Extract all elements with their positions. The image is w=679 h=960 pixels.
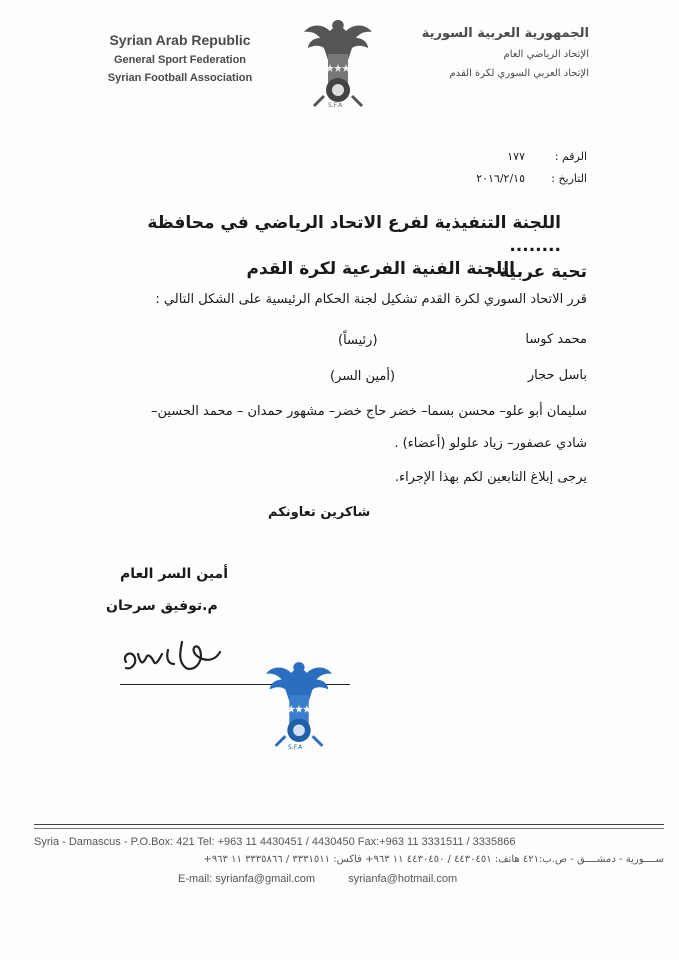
eagle-emblem-logo	[300, 14, 376, 114]
association-name-en: Syrian Football Association	[107, 72, 253, 84]
reference-number-label: الرقم :	[554, 150, 587, 163]
members-list-line-1: سليمان أبو علو– محسن بسما– خضر حاج خضر– مشهور حمدان – محمد الحسين–	[150, 404, 587, 419]
recipient-line-2: اللجنة الفنية الفرعية لكرة القدم	[246, 259, 515, 279]
handwritten-signature	[108, 628, 248, 688]
letterhead-arabic	[389, 26, 589, 87]
signatory-title: أمين السر العام	[120, 566, 229, 582]
emblem-caption-stamp: S.F.A	[288, 744, 303, 751]
recipient-line-1: اللجنة التنفيذية لفرع الاتحاد الرياضي في محافظة ........	[147, 213, 561, 256]
country-name-ar: الجمهورية العربية السورية	[421, 26, 589, 41]
closing-thanks: شاكرين تعاونكم	[268, 505, 371, 520]
country-name-en: Syrian Arab Republic	[109, 32, 251, 48]
footer-emails	[34, 873, 664, 885]
reference-number-value: ١٧٧	[507, 150, 525, 163]
footer-rule-thin	[34, 828, 664, 829]
signatory-name: م.توفيق سرحان	[106, 598, 218, 614]
request-paragraph: يرجى إبلاغ التابعين لكم بهذا الإجراء.	[394, 470, 587, 485]
reference-number-row	[387, 150, 587, 172]
association-stamp-emblem	[262, 655, 336, 755]
footer-address-en: Syria - Damascus - P.O.Box: 421 Tel: +963 11 4430451 / 4430450 Fax:+963 11 3331511 / 3335866	[34, 836, 516, 848]
footer-email-hotmail: syrianfa@hotmail.com	[348, 873, 458, 885]
footer-rule	[34, 824, 664, 825]
emblem-caption-top: S.F.A	[328, 102, 343, 109]
association-name-ar: الإتحاد العربي السوري لكرة القدم	[449, 68, 589, 79]
member-chair-name: محمد كوسا	[525, 332, 587, 347]
members-list-line-2: شادي عصفور– زياد علولو (أعضاء) .	[394, 436, 587, 451]
reference-date-value: ٢٠١٦/٢/١٥	[476, 172, 525, 185]
member-chair-role: (رئيساً)	[338, 333, 378, 348]
greeting: تحية عربية :	[486, 262, 587, 282]
intro-paragraph: قرر الاتحاد السوري لكرة القدم تشكيل لجنة الحكام الرئيسية على الشكل التالي :	[155, 292, 587, 307]
letterhead-english	[90, 32, 270, 90]
reference-date-label: التاريخ :	[551, 172, 587, 185]
federation-name-ar: الإتحاد الرياضي العام	[503, 49, 589, 60]
federation-name-en: General Sport Federation	[113, 54, 247, 66]
reference-block	[387, 150, 587, 194]
reference-date-row	[387, 172, 587, 194]
footer-address-ar: ســــورية - دمشــــق - ص.ب:٤٢١ هاتف: ٤٤٣٠٤٥١ / ٤٤٣٠٤٥٠ ١١ ٩٦٣+ فاكس: ٣٣٣١٥١١ / ٣٣٣٥٨٦٦ ١١ ٩٦٣+	[203, 854, 664, 865]
footer-email-gmail: E-mail: syrianfa@gmail.com	[178, 873, 316, 885]
member-secretary-role: (أمين السر)	[330, 369, 396, 384]
member-secretary-name: باسل حجار	[527, 368, 587, 383]
